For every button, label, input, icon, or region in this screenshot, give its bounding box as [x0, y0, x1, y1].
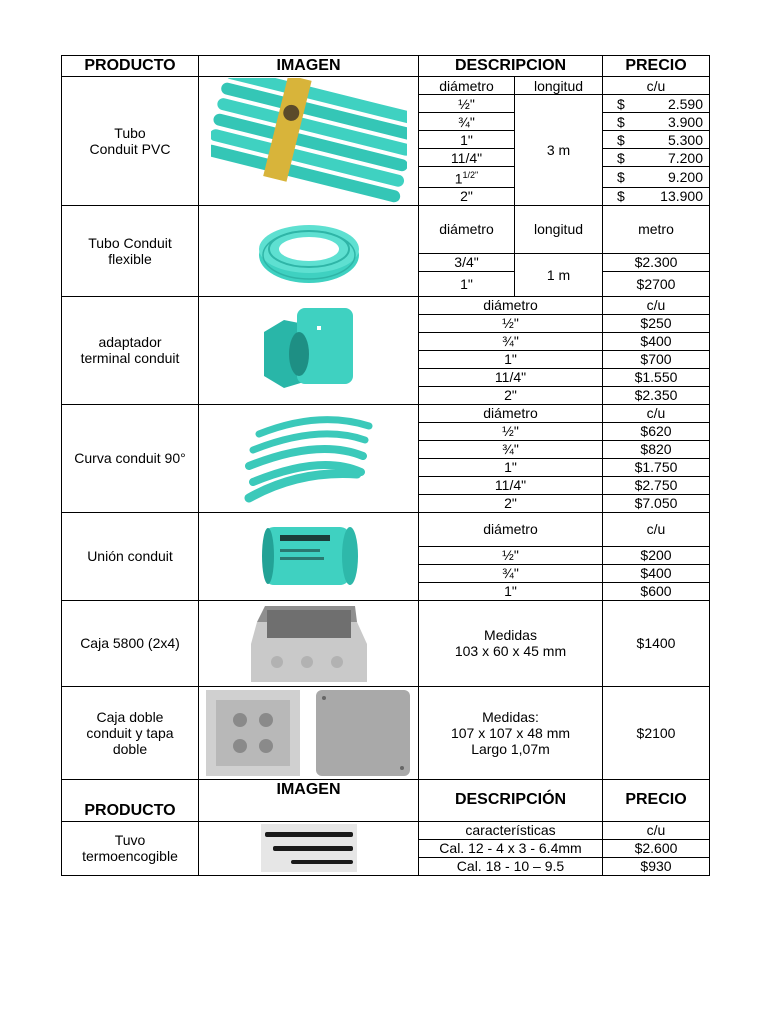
diameter-cell: 1" [419, 131, 515, 149]
price-cell: $ 7.200 [603, 149, 710, 167]
diameter-cell: 1" [419, 350, 603, 368]
header-row-2 [62, 779, 710, 821]
diameter-cell: 11/4" [419, 149, 515, 167]
header-descripcion: DESCRIPCION [419, 56, 603, 77]
union-image [199, 512, 419, 600]
table-row [62, 205, 710, 253]
table-row [62, 296, 710, 314]
diameter-cell: 11/4" [419, 368, 603, 386]
col-caracteristicas: características [419, 821, 603, 839]
col-unit: c/u [603, 821, 710, 839]
header2-producto: PRODUCTO [62, 779, 199, 821]
price-table [61, 55, 710, 876]
product-name-caja-doble: Caja doble conduit y tapa doble [62, 686, 199, 779]
price-cell: $400 [603, 332, 710, 350]
price-cell: $2100 [603, 686, 710, 779]
header-row [62, 56, 710, 77]
price-cell: $2.350 [603, 386, 710, 404]
diameter-cell: ¾" [419, 332, 603, 350]
diameter-cell: ¾" [419, 113, 515, 131]
longitud-cell: 1 m [515, 253, 603, 296]
col-unit: c/u [603, 296, 710, 314]
product-name-tuvo: Tuvo termoencogible [62, 821, 199, 875]
desc-cell: Cal. 18 - 10 – 9.5 [419, 857, 603, 875]
header2-precio: PRECIO [603, 779, 710, 821]
col-diametro: diámetro [419, 512, 603, 546]
diameter-cell: 11/4" [419, 476, 603, 494]
table-row [62, 686, 710, 779]
header-precio: PRECIO [603, 56, 710, 77]
diameter-cell: 2" [419, 386, 603, 404]
price-cell: $7.050 [603, 494, 710, 512]
diameter-cell: ½" [419, 546, 603, 564]
diameter-cell: 1" [419, 582, 603, 600]
col-unit: c/u [603, 404, 710, 422]
price-cell: $ 9.200 [603, 167, 710, 188]
price-cell: $930 [603, 857, 710, 875]
product-name-caja5800: Caja 5800 (2x4) [62, 600, 199, 686]
header2-descripcion: DESCRIPCIÓN [419, 779, 603, 821]
diameter-cell: ½" [419, 95, 515, 113]
price-cell: $2.300 [603, 253, 710, 271]
product-name-tubo-pvc: Tubo Conduit PVC [62, 77, 199, 206]
col-longitud: longitud [515, 205, 603, 253]
price-cell: $ 5.300 [603, 131, 710, 149]
price-cell: $250 [603, 314, 710, 332]
table-row [62, 512, 710, 546]
diameter-cell: 1" [419, 458, 603, 476]
caja-doble-desc: Medidas: 107 x 107 x 48 mm Largo 1,07m [419, 686, 603, 779]
diameter-cell: 3/4" [419, 253, 515, 271]
diameter-cell: 2" [419, 187, 515, 205]
table-row [62, 600, 710, 686]
price-cell: $1400 [603, 600, 710, 686]
price-cell: $820 [603, 440, 710, 458]
header2-imagen: IMAGEN [199, 779, 419, 821]
product-name-adaptador: adaptador terminal conduit [62, 296, 199, 404]
header-producto: PRODUCTO [62, 56, 199, 77]
diameter-cell: ¾" [419, 440, 603, 458]
price-cell: $700 [603, 350, 710, 368]
price-cell: $2.750 [603, 476, 710, 494]
price-cell: $620 [603, 422, 710, 440]
header-imagen: IMAGEN [199, 56, 419, 77]
caja5800-image [199, 600, 419, 686]
tubo-flex-image [199, 205, 419, 296]
price-cell: $1.750 [603, 458, 710, 476]
col-diametro: diámetro [419, 296, 603, 314]
caja-doble-image [199, 686, 419, 779]
price-cell: $400 [603, 564, 710, 582]
col-unit: metro [603, 205, 710, 253]
col-longitud: longitud [515, 77, 603, 95]
price-cell: $ 3.900 [603, 113, 710, 131]
col-diametro: diámetro [419, 77, 515, 95]
tuvo-image [199, 821, 419, 875]
diameter-cell: ½" [419, 314, 603, 332]
diameter-cell: 2" [419, 494, 603, 512]
table-row [62, 404, 710, 422]
price-cell: $ 13.900 [603, 187, 710, 205]
price-cell: $200 [603, 546, 710, 564]
diameter-cell: 1" [419, 271, 515, 296]
diameter-cell: ½" [419, 422, 603, 440]
col-diametro: diámetro [419, 205, 515, 253]
desc-cell: Cal. 12 - 4 x 3 - 6.4mm [419, 839, 603, 857]
price-cell: $2700 [603, 271, 710, 296]
price-cell: $ 2.590 [603, 95, 710, 113]
price-cell: $600 [603, 582, 710, 600]
col-diametro: diámetro [419, 404, 603, 422]
table-row [62, 821, 710, 839]
table-row [62, 77, 710, 95]
product-name-curva: Curva conduit 90° [62, 404, 199, 512]
product-name-tubo-flex: Tubo Conduit flexible [62, 205, 199, 296]
diameter-cell: $1^{1/2"}$ [419, 167, 515, 188]
curva-image [199, 404, 419, 512]
caja5800-desc: Medidas 103 x 60 x 45 mm [419, 600, 603, 686]
adaptador-image [199, 296, 419, 404]
longitud-cell: 3 m [515, 95, 603, 206]
price-cell: $1.550 [603, 368, 710, 386]
col-unit: c/u [603, 512, 710, 546]
product-name-union: Unión conduit [62, 512, 199, 600]
col-unit: c/u [603, 77, 710, 95]
tubo-pvc-image [199, 77, 419, 206]
diameter-cell: ¾" [419, 564, 603, 582]
price-cell: $2.600 [603, 839, 710, 857]
